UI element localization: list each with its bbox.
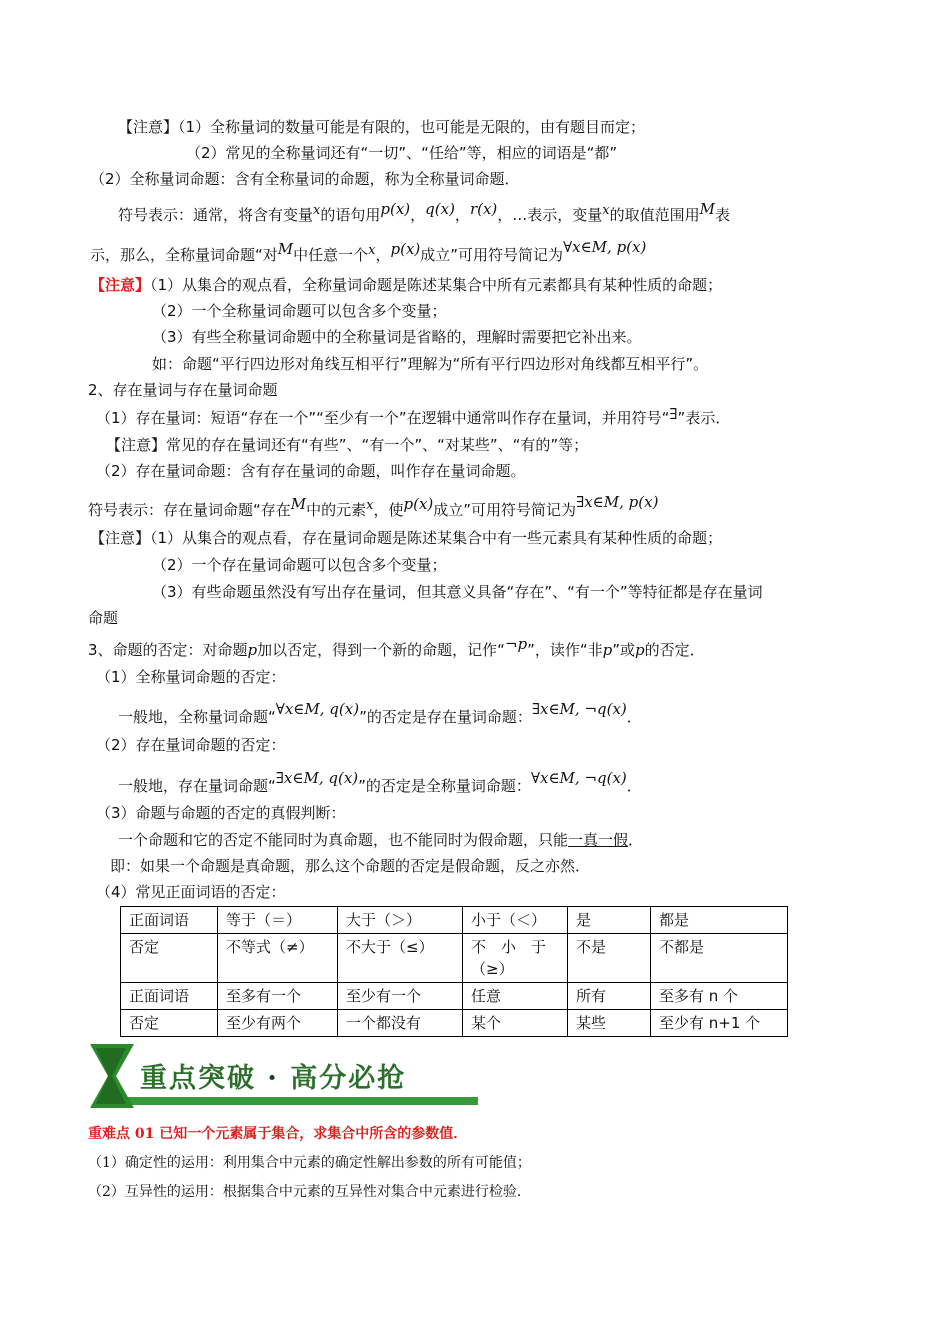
banner-title-left: 重点突破 [140, 1063, 256, 1094]
math-x: x [366, 498, 374, 513]
table-cell: 至少有一个 [338, 983, 463, 1010]
text: ”或 [612, 641, 636, 659]
math-M: M [699, 200, 716, 218]
math-px: p(x) [403, 495, 434, 513]
table-cell: 大于（＞） [338, 907, 463, 934]
math-p: p [635, 641, 645, 659]
note-line-1 [118, 117, 645, 137]
text: 一个命题和它的否定不能同时为真命题，也不能同时为假命题，只能 [118, 831, 569, 849]
banner-title-right: 高分必抢 [290, 1063, 407, 1094]
table-cell: 等于（＝） [218, 907, 338, 934]
table-cell: 所有 [568, 983, 651, 1010]
section-3-heading [88, 635, 705, 660]
table-cell: 至少有 n+1 个 [651, 1010, 788, 1037]
text: ． [626, 777, 642, 795]
math-px: p(x) [380, 200, 411, 218]
math-x: x [368, 243, 376, 258]
table-cell: 至多有 n 个 [651, 983, 788, 1010]
note-universal-1 [90, 275, 722, 295]
text: 中任意一个 [293, 246, 369, 264]
section-2-heading: 2、存在量词与存在量词命题 [88, 381, 278, 399]
text: ”的否定是全称量词命题： [358, 777, 531, 795]
math-exists-not-qx: ∃x∈M, ¬q(x) [531, 700, 627, 718]
text: ． [626, 708, 642, 726]
text: 的语句用 [320, 206, 381, 224]
table-cell: 不都是 [651, 934, 788, 983]
underlined-text: 一真一假 [568, 831, 629, 849]
text: （1）从集合的观点看，存在量词命题是陈述某集合中有一些元素具有某种性质的命题； [150, 529, 723, 547]
math-px: p(x) [390, 240, 421, 258]
note-universal-2: （2）一个全称量词命题可以包含多个变量； [152, 302, 447, 320]
note-universal-3: （3）有些全称量词命题中的全称量词是省略的，理解时需要把它补出来。 [152, 328, 642, 346]
text: ”的否定是存在量词命题： [359, 708, 532, 726]
text: 3、命题的否定：对命题 [88, 641, 248, 659]
table-cell: 一个都没有 [338, 1010, 463, 1037]
math-x: x [313, 203, 321, 218]
note-universal-4: 如：命题“平行四边形对角线互相平行”理解为“所有平行四边形对角线都互相平行”。 [152, 355, 709, 373]
text: 一般地，存在量词命题“ [118, 777, 276, 795]
table-cell: 不 小 于（≥） [463, 934, 568, 983]
text: （1）从集合的观点看，全称量词命题是陈述某集合中所有元素都具有某种性质的命题； [150, 276, 723, 294]
banner-dot: · [267, 1063, 279, 1094]
math-qx: q(x) [425, 200, 455, 218]
existential-note: 【注意】常见的存在量词还有“有些”、“有一个”、“对某些”、“有的”等； [106, 436, 589, 454]
table-cell: 否定 [121, 934, 218, 983]
truth-line-1 [118, 830, 643, 850]
table-cell: 至多有一个 [218, 983, 338, 1010]
note-existential-2: （2）一个存在量词命题可以包含多个变量； [152, 556, 447, 574]
table-row [121, 1010, 788, 1037]
math-forall-px: ∀x∈M, p(x) [563, 238, 647, 256]
universal-proposition-def: （2）全称量词命题：含有全称量词的命题，称为全称量词命题． [90, 170, 520, 188]
text: ”表示． [677, 409, 731, 427]
table-cell: 某个 [463, 1010, 568, 1037]
table-cell: 小于（＜） [463, 907, 568, 934]
negation-existential-line [118, 769, 642, 796]
banner-title [140, 1056, 406, 1095]
text: 成立”可用符号简记为 [420, 246, 564, 264]
math-rx: r(x) [469, 200, 498, 218]
existential-proposition-def: （2）存在量词命题：含有存在量词的命题，叫作存在量词命题。 [96, 462, 526, 480]
text: ，…表示，变量 [497, 206, 603, 224]
exists-symbol: ∃ [669, 405, 678, 423]
text: 表 [715, 206, 731, 224]
math-forall-qx: ∀x∈M, q(x) [275, 700, 360, 718]
math-p: p [247, 641, 258, 659]
key-point-title: 重难点 01 已知一个元素属于集合，求集合中所含的参数值． [88, 1126, 468, 1142]
note-text: （1）全称量词的数量可能是有限的，也可能是无限的，由有题目而定； [178, 118, 646, 136]
text: ”，读作“非 [527, 641, 603, 659]
table-cell: 都是 [651, 907, 788, 934]
table-cell: 某些 [568, 1010, 651, 1037]
table-cell: 是 [568, 907, 651, 934]
table-cell: 任意 [463, 983, 568, 1010]
note-label-red: 【注意】 [90, 276, 151, 294]
math-exists-px: ∃x∈M, p(x) [576, 493, 659, 511]
text: 中的元素 [306, 501, 367, 519]
text: 的否定． [644, 641, 705, 659]
negation-existential-heading: （2）存在量词命题的否定： [96, 736, 286, 754]
table-row [121, 983, 788, 1010]
table-row [121, 907, 788, 934]
text: ，使 [373, 501, 404, 519]
negation-universal-line [118, 700, 642, 727]
math-exists-qx: ∃x∈M, q(x) [275, 769, 359, 787]
table-cell: 正面词语 [121, 907, 218, 934]
note-existential-1 [90, 528, 722, 548]
math-M: M [290, 495, 307, 513]
existential-def [96, 405, 731, 428]
table-cell: 不是 [568, 934, 651, 983]
math-p: p [602, 641, 613, 659]
table-cell: 否定 [121, 1010, 218, 1037]
note-existential-4: 命题 [88, 609, 119, 627]
table-cell: 正面词语 [121, 983, 218, 1010]
negation-table-heading: （4）常见正面词语的否定： [96, 883, 286, 901]
key-point-line-1: （1）确定性的运用：利用集合中元素的确定性解出参数的所有可能值； [88, 1155, 531, 1171]
text: ， [375, 246, 391, 264]
text: ． [628, 831, 644, 849]
truth-heading: （3）命题与命题的否定的真假判断： [96, 804, 346, 822]
text: 成立”可用符号简记为 [433, 501, 577, 519]
table-cell: 至少有两个 [218, 1010, 338, 1037]
text: 的取值范围用 [609, 206, 700, 224]
table-row [121, 934, 788, 983]
universal-symbol-line-2 [90, 238, 647, 267]
text: 加以否定，得到一个新的命题，记作“ [257, 641, 505, 659]
universal-symbol-line-1: 符号表示：通常，将含有变量x的语句用p(x)，q(x)，r(x)，…表示，变量x的取值范围用M表 [118, 200, 731, 224]
negation-table [120, 906, 788, 1037]
note-label: 【注意】 [118, 118, 179, 136]
truth-line-2: 即：如果一个命题是真命题，那么这个命题的否定是假命题，反之亦然． [110, 857, 591, 875]
math-not-p: ¬p [504, 635, 528, 653]
text: 一般地，全称量词命题“ [118, 708, 276, 726]
existential-symbol-line [88, 493, 659, 522]
note-line-2: （2）常见的全称量词还有“一切”、“任给”等，相应的词语是“都” [186, 144, 618, 162]
math-x: x [602, 203, 610, 218]
table-cell: 不大于（≤） [338, 934, 463, 983]
math-forall-not-qx: ∀x∈M, ¬q(x) [530, 769, 627, 787]
math-M: M [277, 240, 294, 258]
banner-underline [110, 1097, 478, 1105]
key-point-line-2: （2）互异性的运用：根据集合中元素的互异性对集合中元素进行检验． [88, 1184, 531, 1200]
text: （1）存在量词：短语“存在一个”“至少有一个”在逻辑中通常叫作存在量词，并用符号“ [96, 409, 670, 427]
negation-universal-heading: （1）全称量词命题的否定： [96, 668, 286, 686]
text: 示，那么，全称量词命题“对 [90, 246, 278, 264]
text: 符号表示：存在量词命题“存在 [88, 501, 291, 519]
table-cell: 不等式（≠） [218, 934, 338, 983]
note-label: 【注意】 [90, 529, 151, 547]
text: 符号表示：通常，将含有变量 [118, 206, 314, 224]
note-existential-3: （3）有些命题虽然没有写出存在量词，但其意义具备“存在”、“有一个”等特征都是存在量词 [152, 583, 763, 601]
